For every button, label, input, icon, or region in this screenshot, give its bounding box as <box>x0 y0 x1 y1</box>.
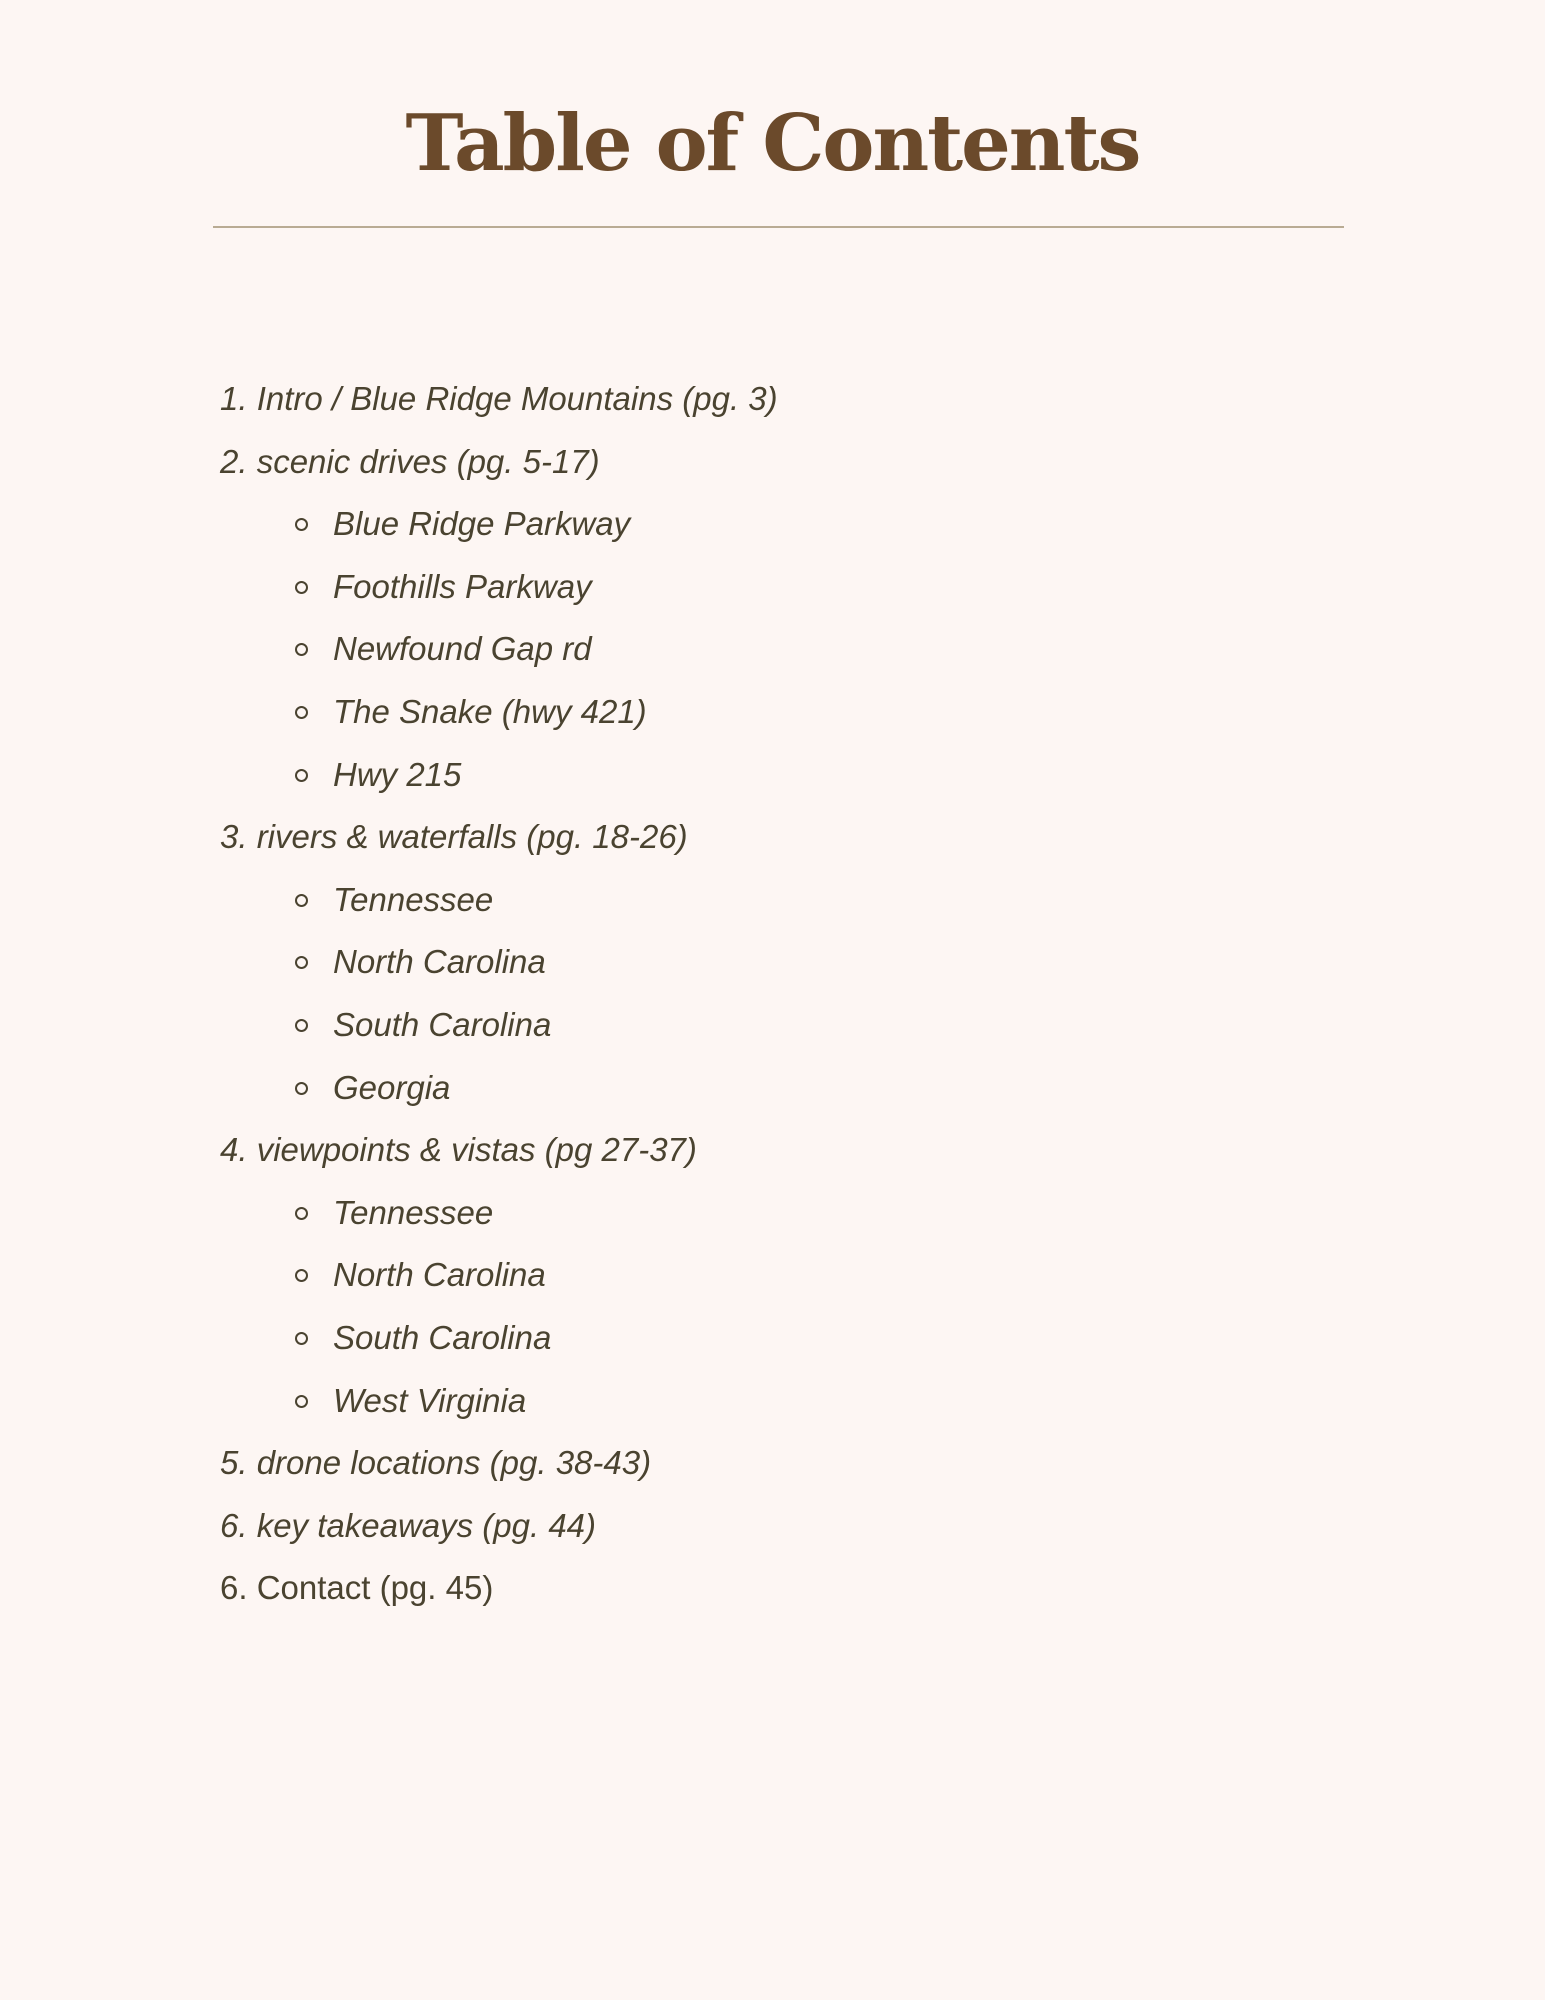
hollow-bullet-icon <box>295 706 308 719</box>
toc-entry-intro: 1. Intro / Blue Ridge Mountains (pg. 3) <box>220 380 778 417</box>
toc-subitem <box>220 869 1320 932</box>
toc-subitem-label: Hwy 215 <box>333 755 462 793</box>
toc-subitem-label: Newfound Gap rd <box>333 630 592 668</box>
toc-subitem <box>220 681 1320 744</box>
title-divider <box>213 226 1344 228</box>
hollow-bullet-icon <box>295 894 308 907</box>
hollow-bullet-icon <box>295 769 308 782</box>
toc-subitem-label: Blue Ridge Parkway <box>333 505 631 543</box>
toc-entry-viewpoints-vistas: 4. viewpoints & vistas (pg 27-37) <box>220 1131 697 1169</box>
toc-subitem <box>220 493 1320 556</box>
toc-entry-key-takeaways: 6. key takeaways (pg. 44) <box>220 1506 597 1544</box>
toc-entry-contact: 6. Contact (pg. 45) <box>220 1569 494 1607</box>
toc-subitem-label: North Carolina <box>333 943 546 981</box>
toc-subitem-label: Georgia <box>333 1068 451 1106</box>
toc-subitem <box>220 1244 1320 1307</box>
toc-subitem-label: South Carolina <box>333 1005 552 1043</box>
hollow-bullet-icon <box>295 1207 308 1220</box>
toc-subitem-label: West Virginia <box>333 1381 527 1419</box>
hollow-bullet-icon <box>295 1019 308 1032</box>
hollow-bullet-icon <box>295 643 308 656</box>
toc-subitem-label: The Snake (hwy 421) <box>333 692 647 730</box>
toc-subitem <box>220 931 1320 994</box>
hollow-bullet-icon <box>295 1082 308 1095</box>
toc-subitem <box>220 744 1320 807</box>
toc-subitem-label: Tennessee <box>333 880 494 918</box>
toc-subitem-label: Tennessee <box>333 1193 494 1231</box>
toc-subitem <box>220 1370 1320 1433</box>
toc-subitem <box>220 1307 1320 1370</box>
toc-subitem <box>220 1057 1320 1120</box>
toc-subitem-label: South Carolina <box>333 1318 552 1356</box>
hollow-bullet-icon <box>295 1332 308 1345</box>
table-of-contents <box>220 368 1320 1620</box>
toc-subitem <box>220 1182 1320 1245</box>
page-title: Table of Contents <box>405 98 1140 189</box>
hollow-bullet-icon <box>295 956 308 969</box>
toc-entry-drone-locations: 5. drone locations (pg. 38-43) <box>220 1444 652 1482</box>
hollow-bullet-icon <box>295 581 308 594</box>
toc-subitem <box>220 618 1320 681</box>
toc-subitem-label: North Carolina <box>333 1256 546 1294</box>
toc-subitem <box>220 556 1320 619</box>
hollow-bullet-icon <box>295 1395 308 1408</box>
toc-subitem <box>220 994 1320 1057</box>
hollow-bullet-icon <box>295 1269 308 1282</box>
toc-subitem-label: Foothills Parkway <box>333 567 592 605</box>
toc-entry-scenic-drives: 2. scenic drives (pg. 5-17) <box>220 442 600 480</box>
hollow-bullet-icon <box>295 518 308 531</box>
toc-entry-rivers-waterfalls: 3. rivers & waterfalls (pg. 18-26) <box>220 818 688 856</box>
